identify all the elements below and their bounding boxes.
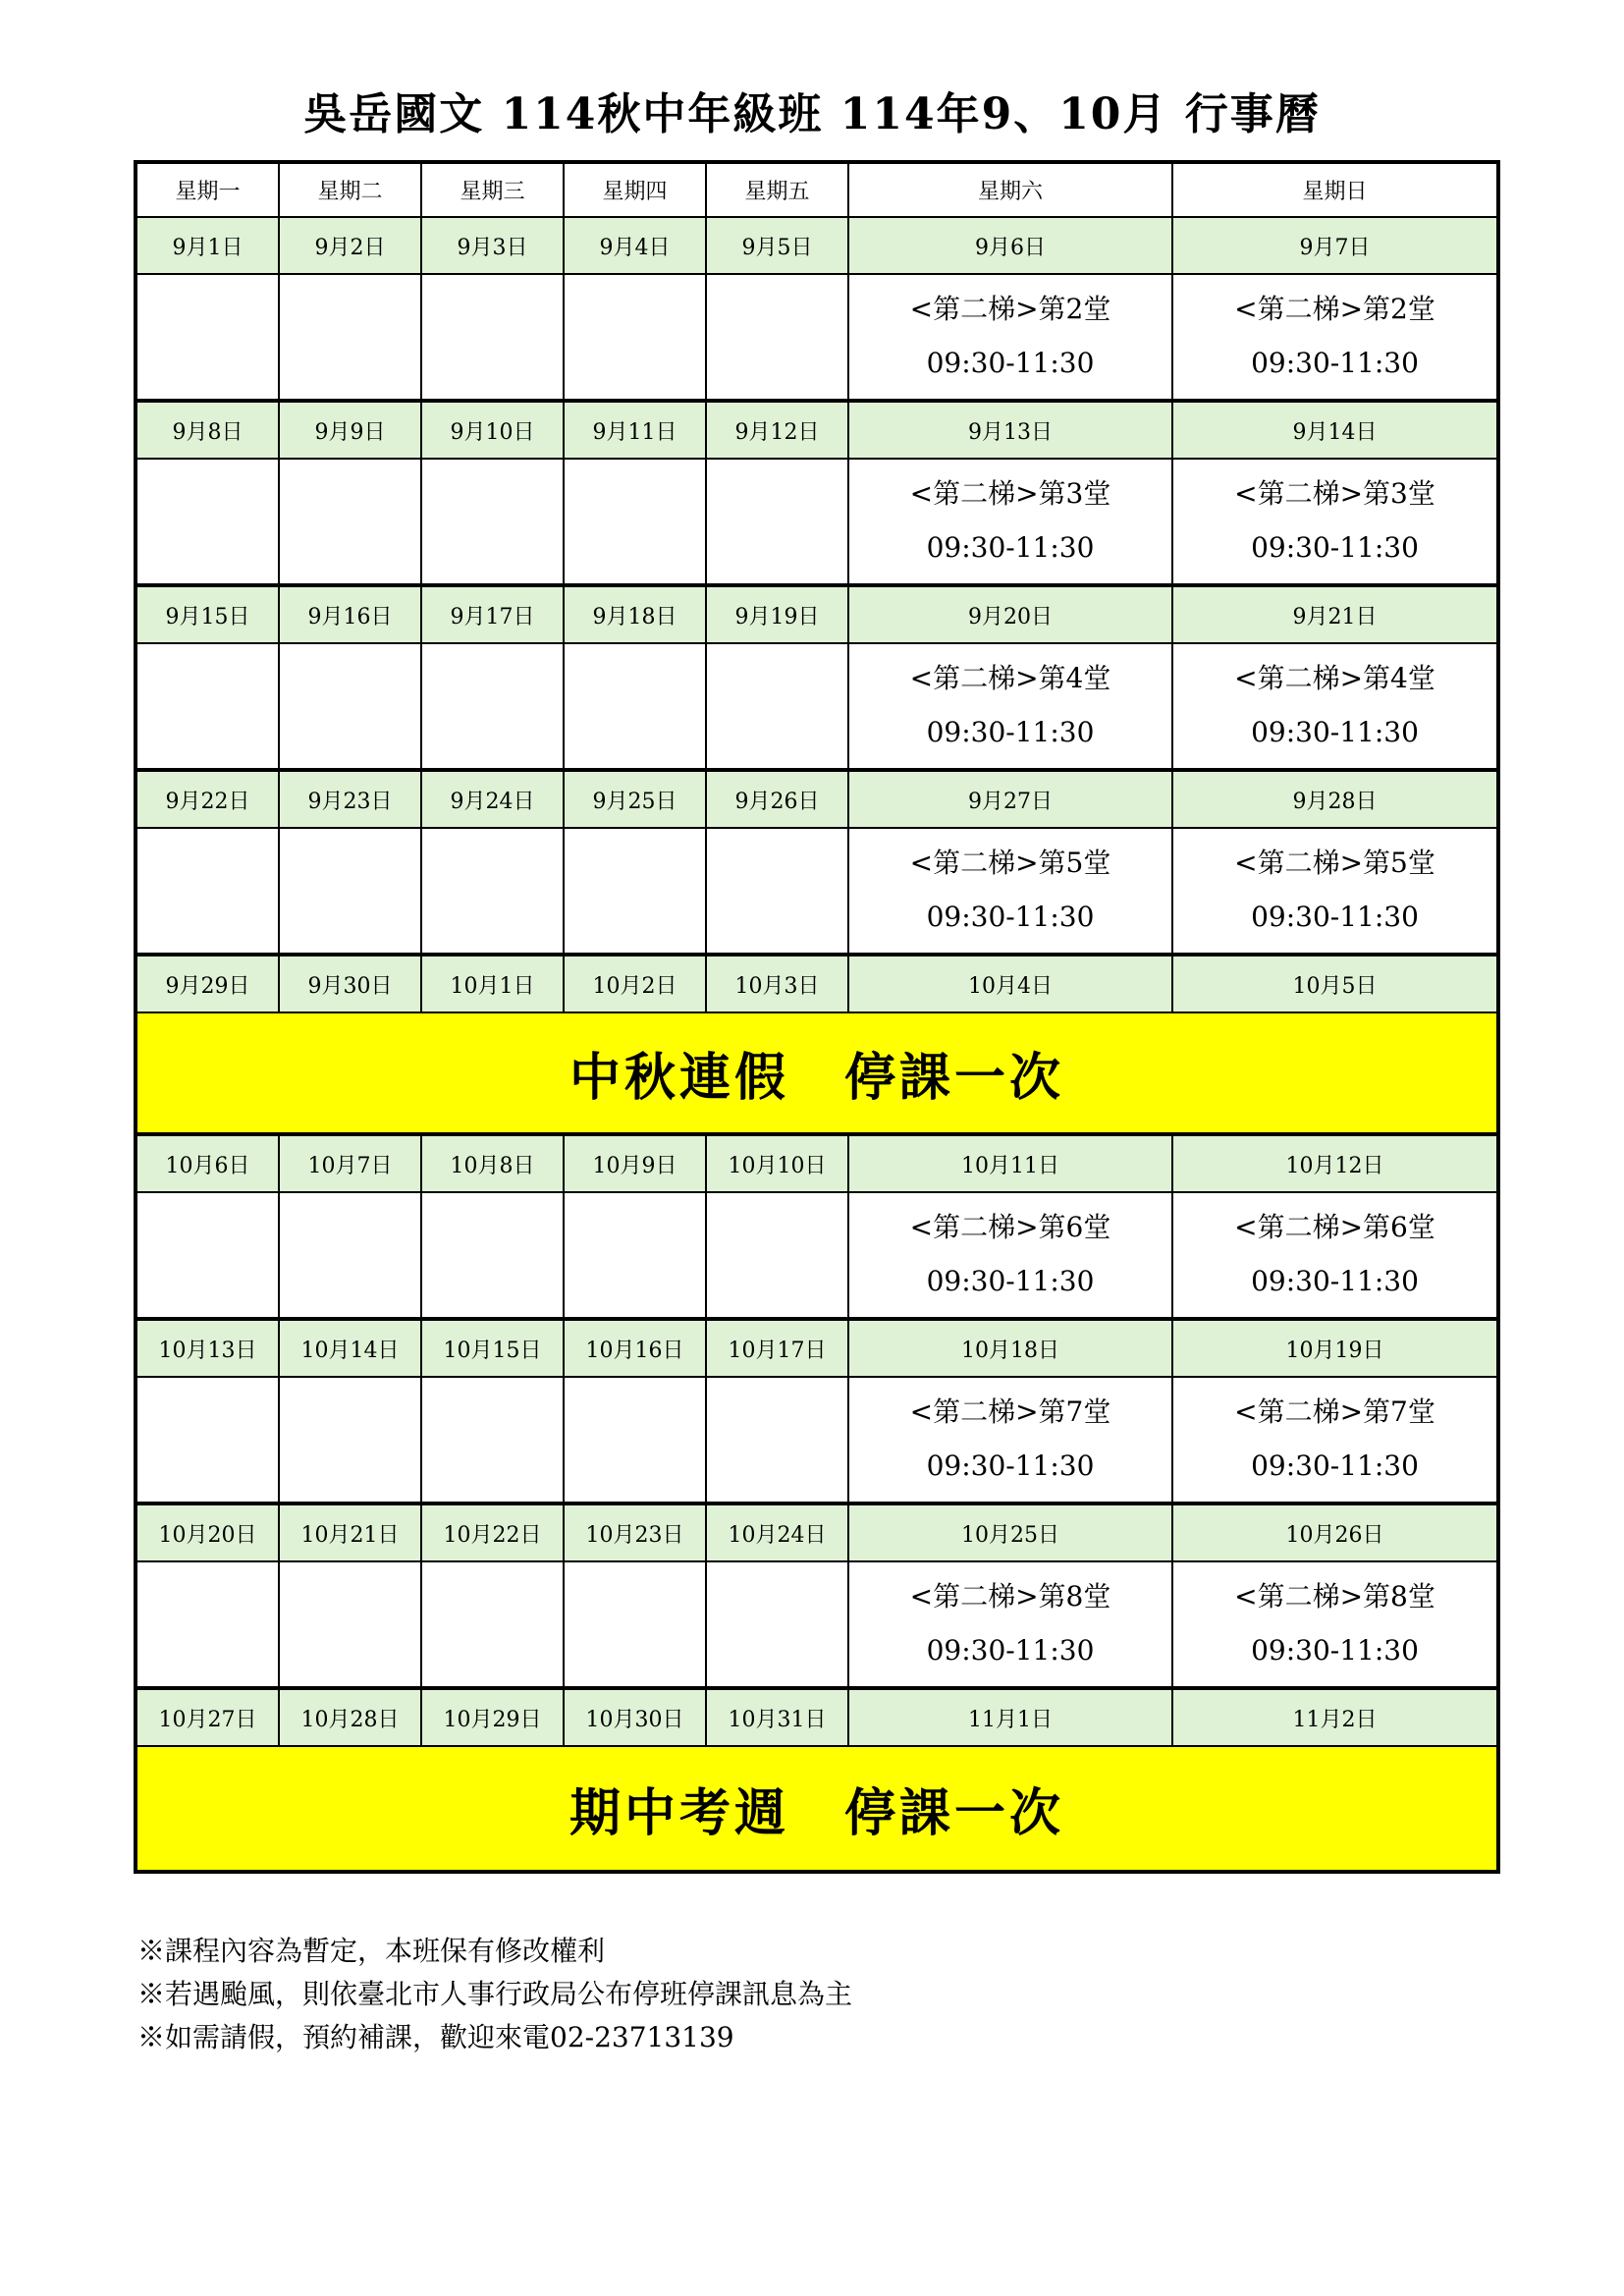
lesson-label: <第二梯>第7堂 (909, 1395, 1111, 1429)
date-cell: 10月5日 (1173, 957, 1496, 1013)
day-cell (280, 1562, 422, 1690)
date-cell: 9月28日 (1173, 772, 1496, 829)
note-line: ※如需請假，預約補課，歡迎來電02-23713139 (137, 2021, 734, 2053)
day-cell (849, 1562, 1173, 1690)
date-cell: 9月1日 (137, 218, 280, 275)
day-cell (137, 1378, 280, 1505)
day-cell (707, 644, 849, 772)
date-cell: 9月2日 (280, 218, 422, 275)
lesson-time: 09:30-11:30 (926, 1449, 1095, 1483)
date-cell: 9月19日 (707, 587, 849, 644)
date-cell: 9月11日 (565, 403, 707, 460)
day-cell (707, 1562, 849, 1690)
date-cell: 9月14日 (1173, 403, 1496, 460)
lesson-time: 09:30-11:30 (926, 716, 1095, 749)
date-cell: 10月28日 (280, 1690, 422, 1747)
lesson-label: <第二梯>第5堂 (909, 847, 1111, 880)
day-cell (137, 1562, 280, 1690)
date-cell: 9月27日 (849, 772, 1173, 829)
date-cell: 10月13日 (137, 1321, 280, 1378)
day-cell (1173, 829, 1496, 957)
calendar-table (134, 160, 1500, 1874)
date-cell: 9月3日 (422, 218, 565, 275)
day-cell (137, 1193, 280, 1321)
lesson-label: <第二梯>第6堂 (1234, 1211, 1435, 1244)
date-cell: 9月30日 (280, 957, 422, 1013)
day-cell (565, 1562, 707, 1690)
day-cell (565, 1193, 707, 1321)
date-cell: 10月17日 (707, 1321, 849, 1378)
lesson-label: <第二梯>第4堂 (1234, 662, 1435, 695)
day-cell (280, 1193, 422, 1321)
date-cell: 9月18日 (565, 587, 707, 644)
date-cell: 9月22日 (137, 772, 280, 829)
date-cell: 9月5日 (707, 218, 849, 275)
day-cell (707, 1378, 849, 1505)
lesson-label: <第二梯>第3堂 (909, 477, 1111, 511)
date-cell: 9月20日 (849, 587, 1173, 644)
lesson-label: <第二梯>第6堂 (909, 1211, 1111, 1244)
day-cell (422, 829, 565, 957)
weekday-header: 星期六 (849, 164, 1173, 218)
date-cell: 10月22日 (422, 1505, 565, 1562)
day-cell (565, 644, 707, 772)
day-cell (849, 644, 1173, 772)
lesson-label: <第二梯>第8堂 (1234, 1580, 1435, 1613)
date-cell: 9月10日 (422, 403, 565, 460)
date-cell: 10月8日 (422, 1136, 565, 1193)
lesson-time: 09:30-11:30 (926, 1634, 1095, 1667)
date-cell: 10月14日 (280, 1321, 422, 1378)
date-cell: 10月10日 (707, 1136, 849, 1193)
day-cell (1173, 460, 1496, 587)
day-cell (280, 644, 422, 772)
day-cell (422, 460, 565, 587)
day-cell (280, 460, 422, 587)
date-cell: 10月1日 (422, 957, 565, 1013)
holiday-banner: 中秋連假 停課一次 (137, 1013, 1496, 1136)
page-title: 吳岳國文 114秋中年級班 114年9、10月 行事曆 (303, 89, 1321, 139)
weekday-header: 星期三 (422, 164, 565, 218)
day-cell (137, 644, 280, 772)
date-cell: 11月2日 (1173, 1690, 1496, 1747)
day-cell (1173, 1562, 1496, 1690)
weekday-header: 星期五 (707, 164, 849, 218)
date-cell: 9月13日 (849, 403, 1173, 460)
lesson-time: 09:30-11:30 (1251, 1449, 1419, 1483)
day-cell (565, 1378, 707, 1505)
date-cell: 10月15日 (422, 1321, 565, 1378)
weekday-header: 星期四 (565, 164, 707, 218)
day-cell (565, 460, 707, 587)
date-cell: 9月26日 (707, 772, 849, 829)
date-cell: 10月25日 (849, 1505, 1173, 1562)
date-cell: 10月26日 (1173, 1505, 1496, 1562)
lesson-label: <第二梯>第5堂 (1234, 847, 1435, 880)
date-cell: 10月11日 (849, 1136, 1173, 1193)
lesson-time: 09:30-11:30 (1251, 1634, 1419, 1667)
date-cell: 11月1日 (849, 1690, 1173, 1747)
day-cell (1173, 1378, 1496, 1505)
date-cell: 10月7日 (280, 1136, 422, 1193)
lesson-label: <第二梯>第2堂 (1234, 293, 1435, 326)
day-cell (137, 829, 280, 957)
day-cell (707, 275, 849, 403)
day-cell (849, 829, 1173, 957)
lesson-time: 09:30-11:30 (926, 531, 1095, 565)
holiday-banner: 期中考週 停課一次 (137, 1747, 1496, 1870)
notes (137, 1930, 852, 2059)
day-cell (137, 460, 280, 587)
note-line: ※課程內容為暫定，本班保有修改權利 (137, 1935, 606, 1967)
day-cell (422, 1378, 565, 1505)
day-cell (707, 460, 849, 587)
day-cell (849, 1378, 1173, 1505)
date-cell: 10月19日 (1173, 1321, 1496, 1378)
date-cell: 10月4日 (849, 957, 1173, 1013)
date-cell: 9月9日 (280, 403, 422, 460)
date-cell: 10月6日 (137, 1136, 280, 1193)
day-cell (280, 275, 422, 403)
date-cell: 9月23日 (280, 772, 422, 829)
lesson-label: <第二梯>第3堂 (1234, 477, 1435, 511)
date-cell: 9月12日 (707, 403, 849, 460)
lesson-time: 09:30-11:30 (1251, 347, 1419, 380)
day-cell (1173, 275, 1496, 403)
day-cell (565, 829, 707, 957)
date-cell: 9月4日 (565, 218, 707, 275)
day-cell (1173, 1193, 1496, 1321)
day-cell (422, 1562, 565, 1690)
date-cell: 9月21日 (1173, 587, 1496, 644)
date-cell: 10月16日 (565, 1321, 707, 1378)
day-cell (1173, 644, 1496, 772)
date-cell: 9月16日 (280, 587, 422, 644)
day-cell (422, 1193, 565, 1321)
note-line: ※若遇颱風，則依臺北市人事行政局公布停班停課訊息為主 (137, 1978, 853, 2010)
date-cell: 9月24日 (422, 772, 565, 829)
day-cell (849, 275, 1173, 403)
lesson-time: 09:30-11:30 (1251, 716, 1419, 749)
date-cell: 9月29日 (137, 957, 280, 1013)
weekday-header: 星期一 (137, 164, 280, 218)
date-cell: 9月25日 (565, 772, 707, 829)
date-cell: 10月21日 (280, 1505, 422, 1562)
date-cell: 10月30日 (565, 1690, 707, 1747)
date-cell: 10月24日 (707, 1505, 849, 1562)
lesson-time: 09:30-11:30 (926, 347, 1095, 380)
weekday-header: 星期日 (1173, 164, 1496, 218)
day-cell (707, 1193, 849, 1321)
date-cell: 9月7日 (1173, 218, 1496, 275)
day-cell (422, 644, 565, 772)
lesson-label: <第二梯>第8堂 (909, 1580, 1111, 1613)
day-cell (280, 1378, 422, 1505)
date-cell: 9月6日 (849, 218, 1173, 275)
day-cell (565, 275, 707, 403)
date-cell: 9月17日 (422, 587, 565, 644)
day-cell (137, 275, 280, 403)
day-cell (422, 275, 565, 403)
date-cell: 10月29日 (422, 1690, 565, 1747)
date-cell: 10月20日 (137, 1505, 280, 1562)
date-cell: 10月2日 (565, 957, 707, 1013)
day-cell (280, 829, 422, 957)
lesson-time: 09:30-11:30 (926, 1265, 1095, 1298)
date-cell: 10月18日 (849, 1321, 1173, 1378)
date-cell: 10月23日 (565, 1505, 707, 1562)
lesson-time: 09:30-11:30 (926, 901, 1095, 934)
lesson-label: <第二梯>第7堂 (1234, 1395, 1435, 1429)
date-cell: 10月3日 (707, 957, 849, 1013)
date-cell: 10月9日 (565, 1136, 707, 1193)
date-cell: 10月31日 (707, 1690, 849, 1747)
lesson-time: 09:30-11:30 (1251, 901, 1419, 934)
day-cell (707, 829, 849, 957)
weekday-header: 星期二 (280, 164, 422, 218)
date-cell: 10月27日 (137, 1690, 280, 1747)
date-cell: 9月8日 (137, 403, 280, 460)
date-cell: 9月15日 (137, 587, 280, 644)
lesson-label: <第二梯>第2堂 (909, 293, 1111, 326)
lesson-time: 09:30-11:30 (1251, 1265, 1419, 1298)
date-cell: 10月12日 (1173, 1136, 1496, 1193)
day-cell (849, 460, 1173, 587)
lesson-label: <第二梯>第4堂 (909, 662, 1111, 695)
lesson-time: 09:30-11:30 (1251, 531, 1419, 565)
day-cell (849, 1193, 1173, 1321)
